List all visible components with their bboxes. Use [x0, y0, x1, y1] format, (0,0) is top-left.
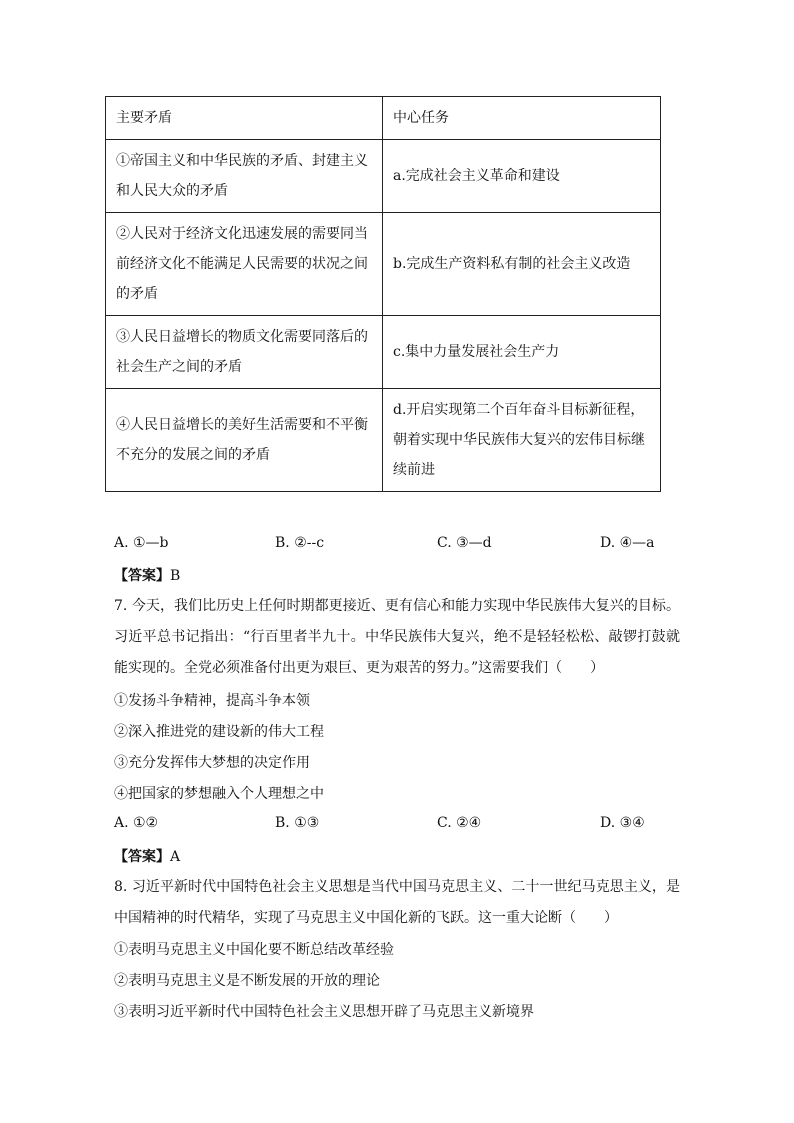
table-row	[106, 316, 661, 389]
q7-item: ③充分发挥伟大梦想的决定作用	[114, 755, 310, 771]
table-cell: ④人民日益增长的美好生活需要和不平衡不充分的发展之间的矛盾	[106, 389, 383, 492]
option-a: A. ①②	[114, 815, 159, 831]
option-c: C. ②④	[437, 815, 482, 831]
table-cell: b.完成生产资料私有制的社会主义改造	[383, 213, 661, 316]
q7-item: ①发扬斗争精神，提高斗争本领	[114, 693, 310, 709]
table-cell: d.开启实现第二个百年奋斗目标新征程，朝着实现中华民族伟大复兴的宏伟目标继续前进	[383, 389, 661, 492]
option-c: C. ③—d	[437, 535, 492, 551]
answer-value: A	[170, 849, 181, 865]
answer-value: B	[170, 568, 181, 584]
table-cell: ①帝国主义和中华民族的矛盾、封建主义和人民大众的矛盾	[106, 140, 383, 213]
table-cell: c.集中力量发展社会生产力	[383, 316, 661, 389]
q8-item: ③表明习近平新时代中国特色社会主义思想开辟了马克思主义新境界	[114, 1004, 534, 1020]
table-header-row	[106, 97, 661, 140]
q7-stem: 7. 今天，我们比历史上任何时期都更接近、更有信心和能力实现中华民族伟大复兴的目标。习近平总书记指出：“行百里者半九十。中华民族伟大复兴，绝不是轻轻松松、敲锣打鼓就能实现的。全党必须准备付出更为艰巨、更为艰苦的努力。”这需要我们（ ）	[114, 598, 680, 676]
table-row	[106, 389, 661, 492]
q8-item: ①表明马克思主义中国化要不断总结改革经验	[114, 942, 394, 958]
table-header-cell: 主要矛盾	[106, 97, 383, 140]
table-header-cell: 中心任务	[383, 97, 661, 140]
option-b: B. ①③	[275, 815, 320, 831]
option-b: B. ②--c	[275, 535, 325, 551]
table-row	[106, 140, 661, 213]
q7-item: ②深入推进党的建设新的伟大工程	[114, 724, 324, 740]
q8-item: ②表明马克思主义是不断发展的开放的理论	[114, 973, 380, 989]
q6-answer	[114, 565, 180, 585]
q6-options	[114, 535, 674, 555]
table-cell: ③人民日益增长的物质文化需要同落后的社会生产之间的矛盾	[106, 316, 383, 389]
table-cell: a.完成社会主义革命和建设	[383, 140, 661, 213]
q7-item: ④把国家的梦想融入个人理想之中	[114, 786, 324, 802]
option-a: A. ①—b	[114, 535, 169, 551]
answer-label: 【答案】	[114, 568, 170, 584]
q7-options	[114, 815, 674, 835]
q8-stem: 8. 习近平新时代中国特色社会主义思想是当代中国马克思主义、二十一世纪马克思主义，是中国精神的时代精华，实现了马克思主义中国化新的飞跃。这一重大论断（ ）	[114, 879, 680, 926]
option-d: D. ④—a	[600, 535, 655, 551]
q7-answer	[114, 846, 180, 866]
table-row	[106, 213, 661, 316]
option-d: D. ③④	[600, 815, 645, 831]
contradiction-task-table	[105, 96, 661, 492]
answer-label: 【答案】	[114, 849, 170, 865]
table-cell: ②人民对于经济文化迅速发展的需要同当前经济文化不能满足人民需要的状况之间的矛盾	[106, 213, 383, 316]
